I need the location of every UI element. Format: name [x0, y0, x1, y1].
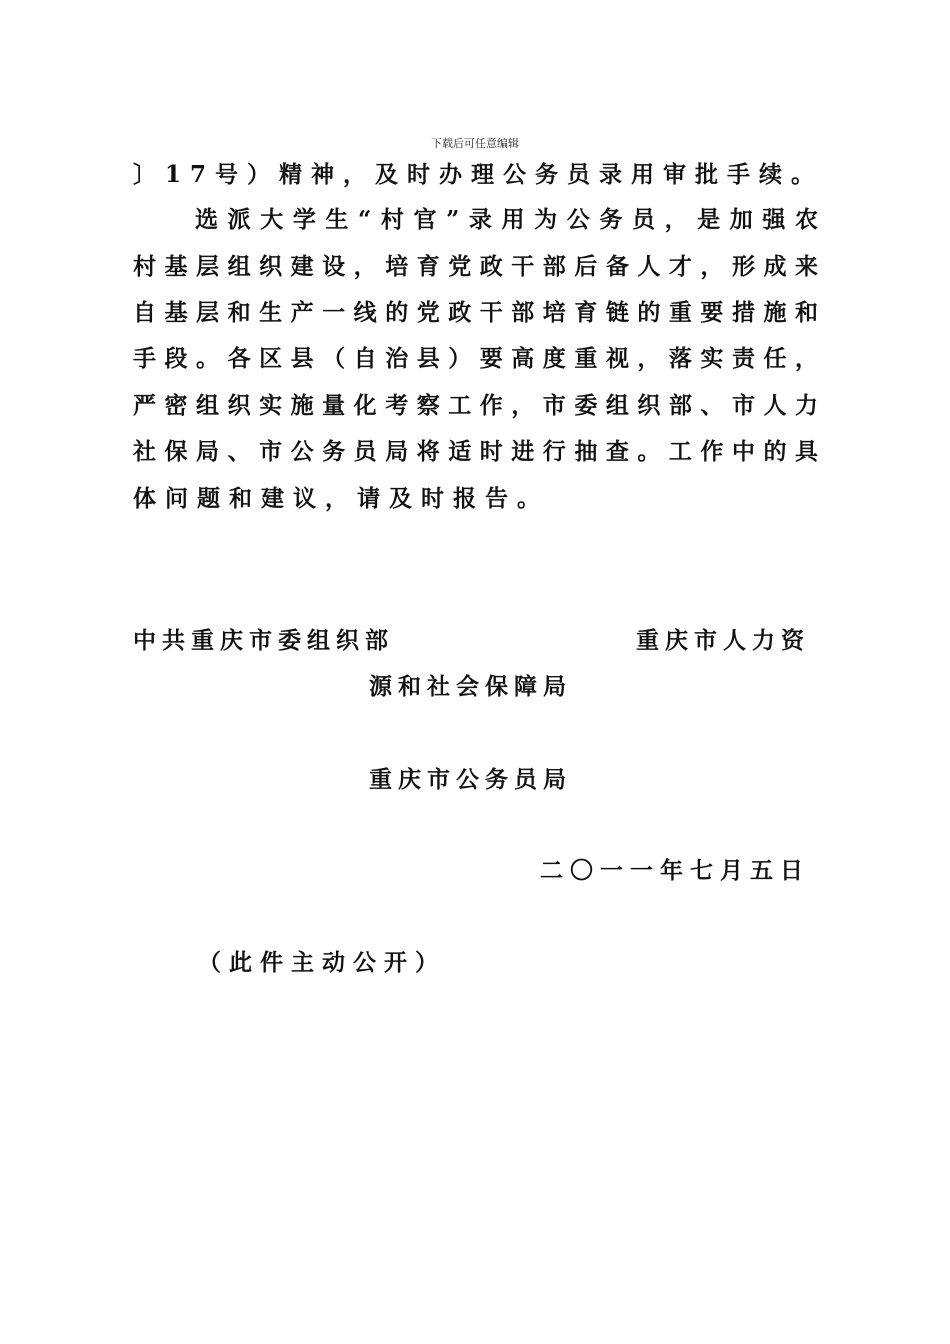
paragraph2-line4: 手段。各区县（自治县）要高度重视，落实责任， [133, 345, 818, 372]
signature-org1: 中共重庆市委组织部 [133, 627, 394, 654]
paragraph2-line1: 选派大学生“村官”录用为公务员，是加强农 [195, 206, 818, 233]
paragraph2-line6: 社保局、市公务员局将适时进行抽查。工作中的具 [133, 438, 818, 465]
paragraph2-line2: 村基层组织建设，培育党政干部后备人才，形成来 [133, 253, 818, 280]
document-date: 二〇一一年七月五日 [540, 857, 810, 884]
paragraph1-line1: 〕17号）精神，及时办理公务员录用审批手续。 [133, 161, 824, 188]
signature-org2-part2: 源和社会保障局 [369, 673, 572, 700]
signature-org3: 重庆市公务员局 [369, 766, 572, 793]
disclosure-note: （此件主动公开） [198, 949, 446, 976]
paragraph2-line3: 自基层和生产一线的党政干部培育链的重要措施和 [133, 299, 818, 326]
paragraph2-line5: 严密组织实施量化考察工作，市委组织部、市人力 [133, 392, 818, 419]
header-note: 下载后可任意编辑 [431, 137, 519, 150]
signature-org2-part1: 重庆市人力资 [636, 627, 810, 654]
paragraph2-line7: 体问题和建议，请及时报告。 [133, 485, 549, 512]
